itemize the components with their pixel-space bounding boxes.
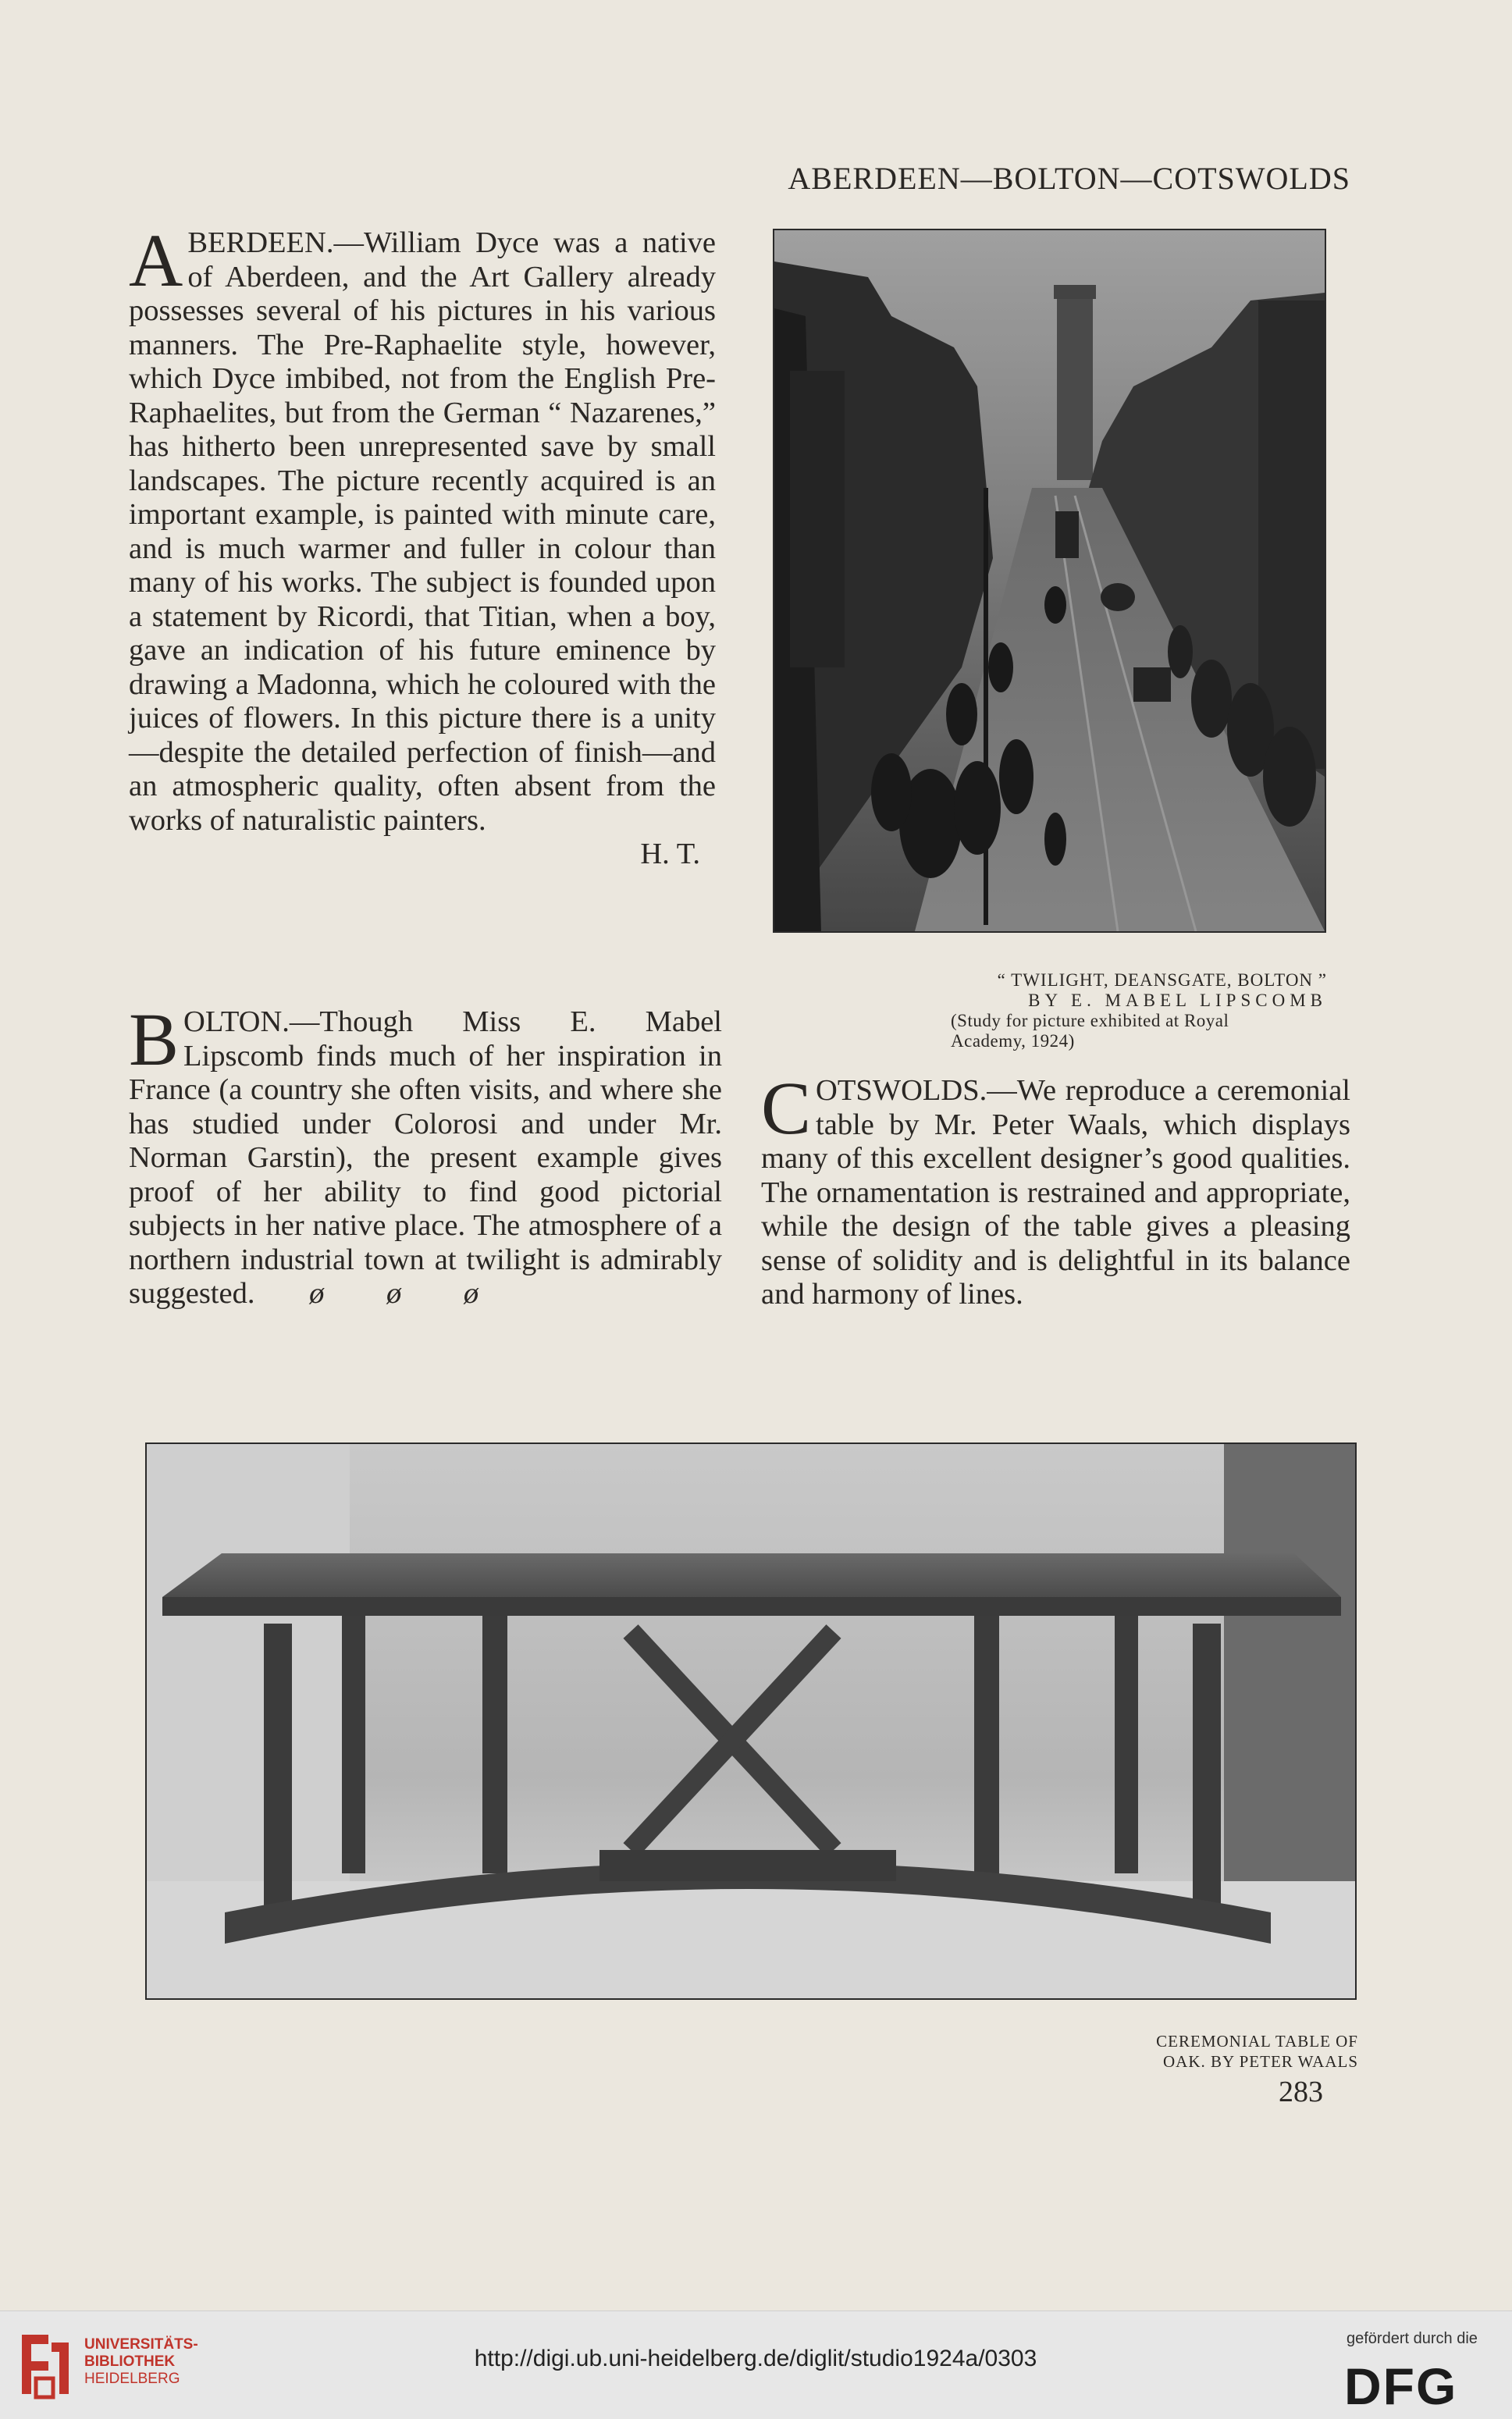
painting-caption xyxy=(827,970,1327,1051)
footer-bar xyxy=(0,2311,1512,2419)
table-caption-line-1: CEREMONIAL TABLE OF xyxy=(1156,2032,1358,2051)
library-name xyxy=(84,2336,198,2388)
photo-ceremonial-table xyxy=(145,1443,1357,2000)
painting-caption-note-2: Academy, 1924) xyxy=(951,1031,1075,1051)
aberdeen-text: BERDEEN.—William Dyce was a native of Aberdeen, and the Art Gallery already possesses several of his pictures in his various manners. The Pre-Raphaelite style, however, which Dyce imbibed, not from the English Pre-Raphaelites, but from the German “ Nazarenes,” has hitherto been unrepresented save by small landscapes. The picture recently acquired is an important example, is painted with minute care, and is much warmer and fuller in colour than many of his works. The subject is founded upon a statement by Ricordi, that Titian, when a boy, gave an indication of his future eminence by drawing a Madonna, which he coloured with the juices of flowers. In this picture there is a unity—despite the detailed perfection of finish—and an atmospheric quality, often absent from the works of naturalistic painters. xyxy=(129,226,716,837)
cotswolds-text: OTSWOLDS.—We reproduce a ceremonial table by Mr. Peter Waals, which displays many of this excellent designer’s good qualities. The ornamentation is restrained and appropriate, while the design of the table gives a pleasing sense of solidity and is delightful in its balance and harmony of lines. xyxy=(761,1074,1350,1311)
library-name-line-2: BIBLIOTHEK xyxy=(84,2353,176,2370)
painting-caption-artist: BY E. MABEL LIPSCOMB xyxy=(1028,991,1327,1010)
library-name-line-3: HEIDELBERG xyxy=(84,2371,180,2387)
table-caption xyxy=(1046,2031,1358,2072)
source-url-link[interactable]: http://digi.ub.uni-heidelberg.de/diglit/studio1924a/0303 xyxy=(474,2346,1037,2371)
painting-caption-note-1: (Study for picture exhibited at Royal xyxy=(951,1011,1229,1030)
painting-twilight-deansgate xyxy=(773,229,1326,933)
bolton-text: OLTON.—Though Miss E. Mabel Lipscomb finds much of her inspiration in France (a country she often visits, and where she has studied under Colorosi and under Mr. Norman Garstin), the present example gives proof of her ability to find good pictorial subjects in her native place. The atmosphere of a northern industrial town at twilight is admirably suggested. xyxy=(129,1005,722,1310)
running-head: ABERDEEN—BOLTON—COTSWOLDS xyxy=(788,161,1350,196)
aberdeen-article xyxy=(129,219,716,872)
cotswolds-article xyxy=(761,1066,1350,1312)
cotswolds-dropcap: C xyxy=(761,1066,812,1150)
aberdeen-signature: H. T. xyxy=(640,838,700,870)
sponsor-label: gefördert durch die xyxy=(1347,2330,1478,2347)
table-caption-line-2: OAK. BY PETER WAALS xyxy=(1162,2052,1358,2071)
page-number: 283 xyxy=(1279,2076,1323,2108)
painting-caption-title: “ TWILIGHT, DEANSGATE, BOLTON ” xyxy=(997,970,1327,990)
ornament-glyphs: ø ø ø xyxy=(309,1277,479,1310)
bolton-dropcap: B xyxy=(129,998,180,1081)
bolton-article xyxy=(129,998,722,1311)
table-illustration xyxy=(147,1444,1355,1998)
university-library-logo-icon xyxy=(17,2327,73,2402)
dfg-logo: DFG xyxy=(1344,2357,1458,2415)
aberdeen-dropcap: A xyxy=(129,219,183,302)
street-scene-illustration xyxy=(774,230,1325,931)
library-name-line-1: UNIVERSITÄTS- xyxy=(84,2336,198,2353)
